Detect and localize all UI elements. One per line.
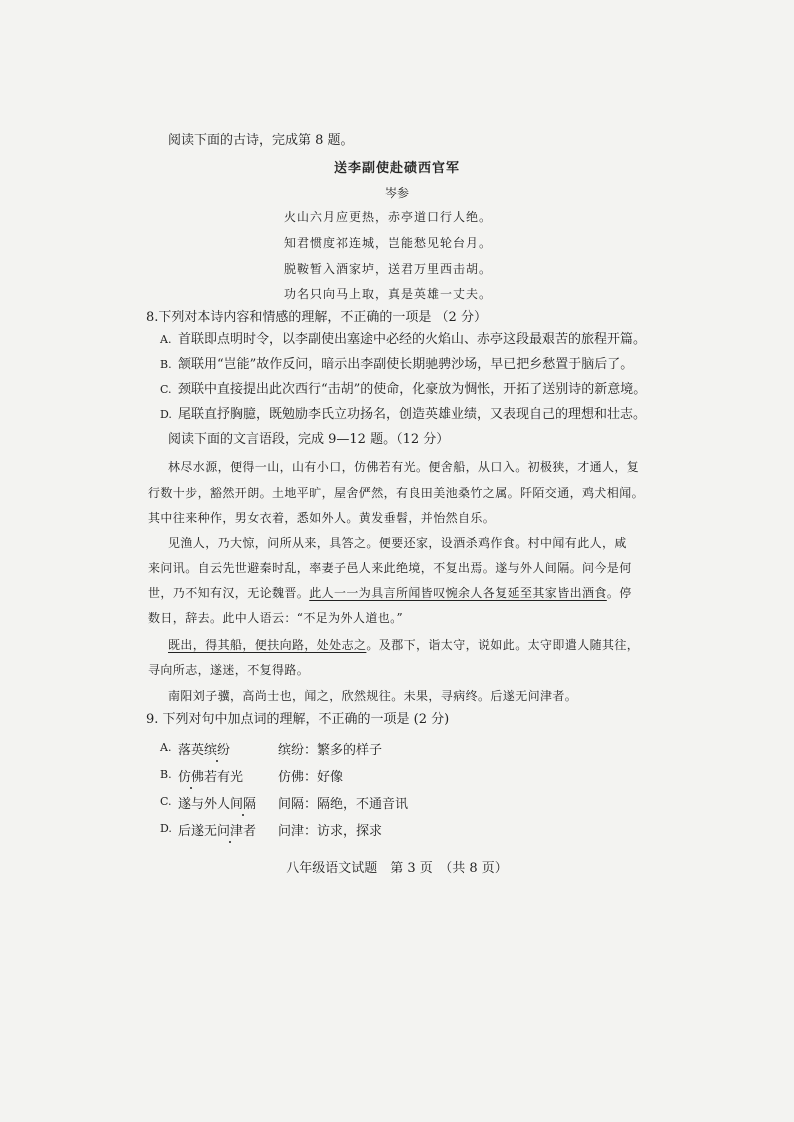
poem-line: 功名只向马上取，真是英雄一丈夫。 [284,287,493,301]
passage-line: 其中往来种作，男女衣着，悉如外人。黄发垂髫，并怡然自乐。 [148,511,496,525]
option-letter: D. [160,822,172,835]
passage-line: 寻向所志，遂迷，不复得路。 [148,663,310,677]
question-9-option-b [160,766,343,787]
poem-line: 脱鞍暂入酒家垆，送君万里西击胡。 [284,262,493,276]
poem-author: 岑参 [384,186,409,200]
question-8-option-b [160,356,633,374]
dotted-word: 缤纷 [204,743,231,758]
poem-title: 送李副使赴碛西官军 [333,161,460,176]
question-9-option-d [160,820,382,841]
passage-line: 数日，辞去。此中人语云：“不足为外人道也。” [148,611,404,625]
underlined-sentence: 此人一一为具言所闻皆叹惋余人各复延至其家皆出酒食 [309,586,607,600]
option-letter: A. [160,333,172,346]
question-8-stem: 8.下列对本诗内容和情感的理解，不正确的一项是 （2 分） [146,310,487,325]
passage-line: 来问讯。自云先世避秦时乱，率妻子邑人来此绝境，不复出焉。遂与外人间隔。问今是何 [148,561,632,575]
option-text: 颔联用“岂能”故作反问，暗示出李副使长期驰骋沙场，早已把乡愁置于脑后了。 [178,357,634,372]
poem-line: 火山六月应更热，赤亭道口行人绝。 [284,210,493,224]
option-explanation: 缤纷：繁多的样子 [278,743,383,758]
passage-line: 行数十步，豁然开朗。土地平旷，屋舍俨然，有良田美池桑竹之属。阡陌交通，鸡犬相闻。 [148,486,645,500]
option-explanation: 仿佛：好像 [278,770,344,785]
dotted-word: 问津 [217,824,244,839]
passage-text: 世，乃不知有汉，无论魏晋。 [148,586,310,600]
option-text: 尾联直抒胸臆，既勉励李氏立功扬名，创造英雄业绩，又表现自己的理想和壮志。 [178,407,647,422]
page-footer: 八年级语文试题 第 3 页 （共 8 页） [286,861,508,876]
option-phrase: 若有光 [204,770,244,785]
passage-line: 南阳刘子骥，高尚士也，闻之，欣然规往。未果，寻病终。后遂无问津者。 [168,689,578,703]
passage-line [168,636,639,654]
option-letter: B. [160,768,172,781]
question-8-option-d [160,406,646,424]
option-letter: D. [160,408,172,421]
question-8-option-c [160,381,646,399]
passage-text: 。停 [606,586,632,600]
option-phrase: 遂与外人 [178,797,231,812]
dotted-word: 间隔 [230,797,257,812]
option-explanation: 问津：访求，探求 [278,824,383,839]
question-9-option-a [160,739,382,760]
question-8-option-a [160,331,646,349]
passage-line: 见渔人，乃大惊，问所从来，具答之。便要还家，设酒杀鸡作食。村中闻有此人，咸 [168,536,627,550]
option-phrase: 者 [243,824,257,839]
option-letter: B. [160,358,172,371]
option-phrase: 后遂无 [178,824,218,839]
option-letter: C. [160,795,172,808]
option-letter: A. [160,741,172,754]
question-9-stem: 9. 下列对句中加点词的理解，不正确的一项是 (2 分) [146,712,450,727]
option-explanation: 间隔：隔绝，不通音讯 [278,797,409,812]
poem-line: 知君惯度祁连城，岂能愁见轮台月。 [284,236,493,250]
option-letter: C. [160,383,172,396]
reading-instruction-poem: 阅读下面的古诗，完成第 8 题。 [168,133,354,148]
option-text: 颈联中直接提出此次西行“击胡”的使命，化豪放为惆怅，开拓了送别诗的新意境。 [178,382,647,397]
reading-instruction-classical: 阅读下面的文言语段，完成 9—12 题。（12 分） [168,432,450,447]
option-phrase: 落英 [178,743,205,758]
question-9-option-c [160,793,408,814]
dotted-word: 仿佛 [178,770,205,785]
passage-line [148,584,632,602]
passage-line: 林尽水源，便得一山，山有小口，仿佛若有光。便舍船，从口入。初极狭，才通人，复 [168,460,640,474]
passage-text: 。及郡下，诣太守，说如此。太守即遣人随其往， [366,638,640,652]
option-text: 首联即点明时令，以李副使出塞途中必经的火焰山、赤亭这段最艰苦的旅程开篇。 [178,332,647,347]
underlined-sentence: 既出，得其船，便扶向路，处处志之 [168,638,367,652]
